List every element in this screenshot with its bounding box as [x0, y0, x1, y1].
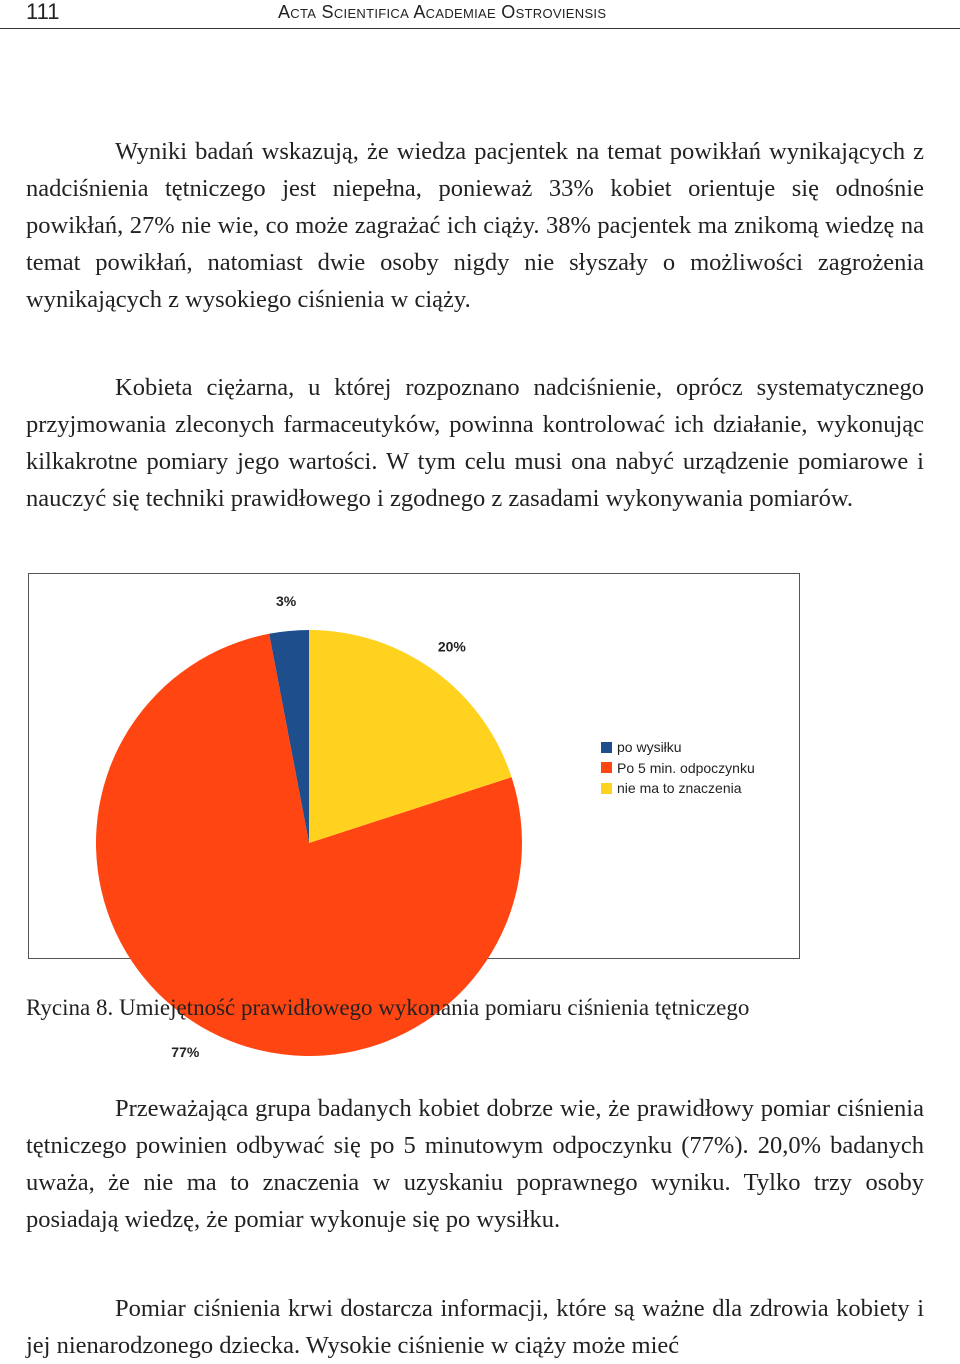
paragraph-2: Kobieta ciężarna, u której rozpoznano nadciśnienie, oprócz systematycznego przyjmowania zleconych farmaceutyków, powinna kontrolować ich działanie, wykonując kilkakrotne pomiary jego wartości. W tym celu musi ona nabyć urządzenie pomiarowe i nauczyć się techniki prawidłowego i zgodnego z zasadami wykonywania pomiarów.	[26, 374, 924, 512]
legend-swatch	[601, 762, 612, 773]
pie-label-3: 20%	[437, 638, 466, 655]
legend-label: nie ma to znaczenia	[617, 780, 742, 797]
figure-caption: Rycina 8. Umiejętność prawidłowego wykonania pomiaru ciśnienia tętniczego	[26, 995, 750, 1020]
page-number: 111	[26, 0, 60, 24]
legend-label: po wysiłku	[617, 739, 682, 756]
legend-label: Po 5 min. odpoczynku	[617, 759, 755, 776]
legend-item-2	[601, 758, 755, 779]
legend-item-1	[601, 737, 755, 758]
legend-swatch	[601, 783, 612, 794]
chart-legend	[601, 737, 755, 799]
pie-label-1: 3%	[276, 593, 297, 610]
paragraph-1: Wyniki badań wskazują, że wiedza pacjentek na temat powikłań wynikających z nadciśnienia tętniczego jest niepełna, ponieważ 33% kobiet orientuje się odnośnie powikłań, 27% nie wie, co może zagrażać ich ciąży. 38% pacjentek ma znikomą wiedzę na temat powikłań, natomiast dwie osoby nigdy nie słyszały o możliwości zagrożenia wynikających z wysokiego ciśnienia w ciąży.	[26, 138, 924, 313]
legend-swatch	[601, 742, 612, 753]
journal-title: Acta Scientifica Academiae Ostroviensis	[278, 2, 607, 22]
paragraph-3: Przeważająca grupa badanych kobiet dobrze wie, że prawidłowy pomiar ciśnienia tętniczego powinien odbywać się po 5 minutowym odpoczynku (77%). 20,0% badanych uważa, że nie ma to znaczenia w uzyskaniu poprawnego wyniku. Tylko trzy osoby posiadają wiedzę, że pomiar wykonuje się po wysiłku.	[26, 1095, 924, 1233]
legend-item-3	[601, 778, 755, 799]
pie-label-2: 77%	[171, 1044, 200, 1061]
page-header	[0, 0, 960, 29]
paragraph-4: Pomiar ciśnienia krwi dostarcza informacji, które są ważne dla zdrowia kobiety i jej nienarodzonego dziecka. Wysokie ciśnienie w ciąży może mieć	[26, 1295, 924, 1359]
